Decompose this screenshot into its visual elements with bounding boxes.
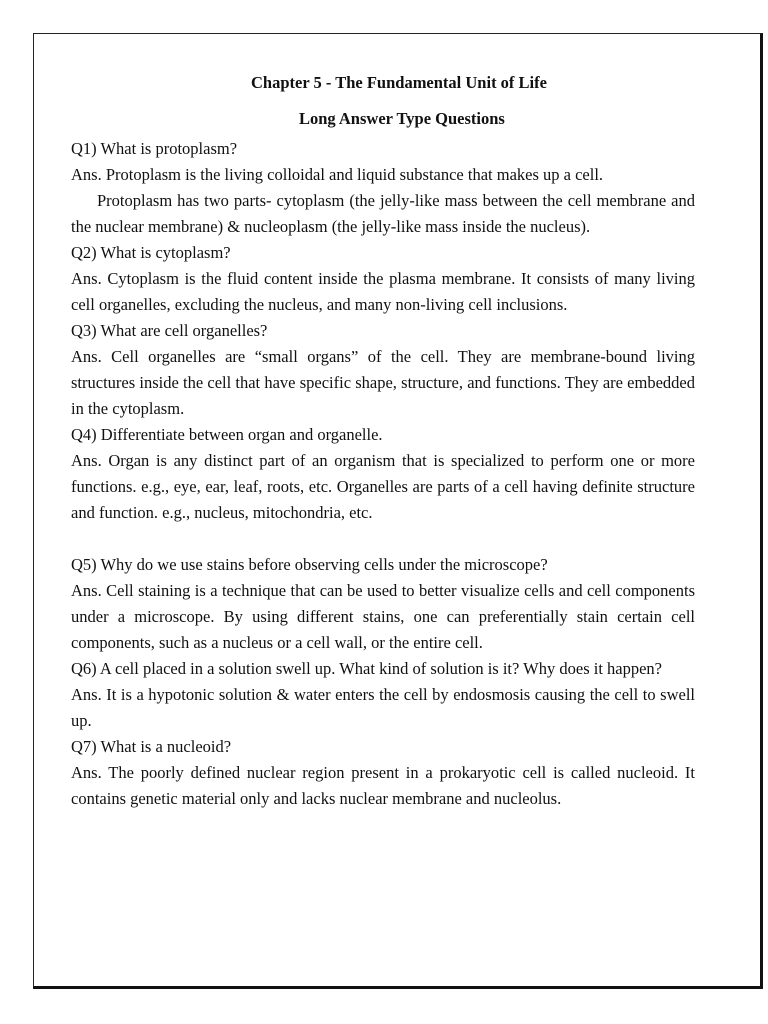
question-4: Q4) Differentiate between organ and organelle. — [71, 425, 383, 444]
answer-1-continuation: Protoplasm has two parts- cytoplasm (the jelly-like mass between the cell membrane and the nuclear membrane) & nucleoplasm (the jelly-like mass inside the nucleus). — [71, 191, 695, 236]
paragraph-gap — [71, 526, 695, 552]
answer-7: Ans. The poorly defined nuclear region present in a prokaryotic cell is called nucleoid. It contains genetic material only and lacks nuclear membrane and nucleolus. — [71, 763, 695, 808]
section-title: Long Answer Type Questions — [299, 109, 505, 128]
answer-4: Ans. Organ is any distinct part of an organism that is specialized to perform one or more functions. e.g., eye, ear, leaf, roots, etc. Organelles are parts of a cell having definite structure and function. e.g., nucleus, mitochondria, etc. — [71, 451, 695, 522]
answer-5: Ans. Cell staining is a technique that can be used to better visualize cells and cell components under a microscope. By using different stains, one can preferentially stain certain cell components, such as a nucleus or a cell wall, or the entire cell. — [71, 581, 695, 652]
qa-list — [71, 136, 695, 812]
answer-6: Ans. It is a hypotonic solution & water enters the cell by endosmosis causing the cell to swell up. — [71, 685, 695, 730]
answer-1: Ans. Protoplasm is the living colloidal and liquid substance that makes up a cell. — [71, 165, 604, 184]
document-body — [71, 70, 695, 812]
question-5: Q5) Why do we use stains before observing cells under the microscope? — [71, 555, 548, 574]
chapter-title: Chapter 5 - The Fundamental Unit of Life — [251, 73, 547, 92]
question-1: Q1) What is protoplasm? — [71, 139, 238, 158]
answer-2: Ans. Cytoplasm is the fluid content inside the plasma membrane. It consists of many living cell organelles, excluding the nucleus, and many non-living cell inclusions. — [71, 269, 695, 314]
question-6: Q6) A cell placed in a solution swell up. What kind of solution is it? Why does it happen? — [71, 659, 663, 678]
question-3: Q3) What are cell organelles? — [71, 321, 268, 340]
answer-3: Ans. Cell organelles are “small organs” of the cell. They are membrane-bound living structures inside the cell that have specific shape, structure, and functions. They are embedded in the cytoplasm. — [71, 347, 695, 418]
question-7: Q7) What is a nucleoid? — [71, 737, 232, 756]
question-2: Q2) What is cytoplasm? — [71, 243, 231, 262]
